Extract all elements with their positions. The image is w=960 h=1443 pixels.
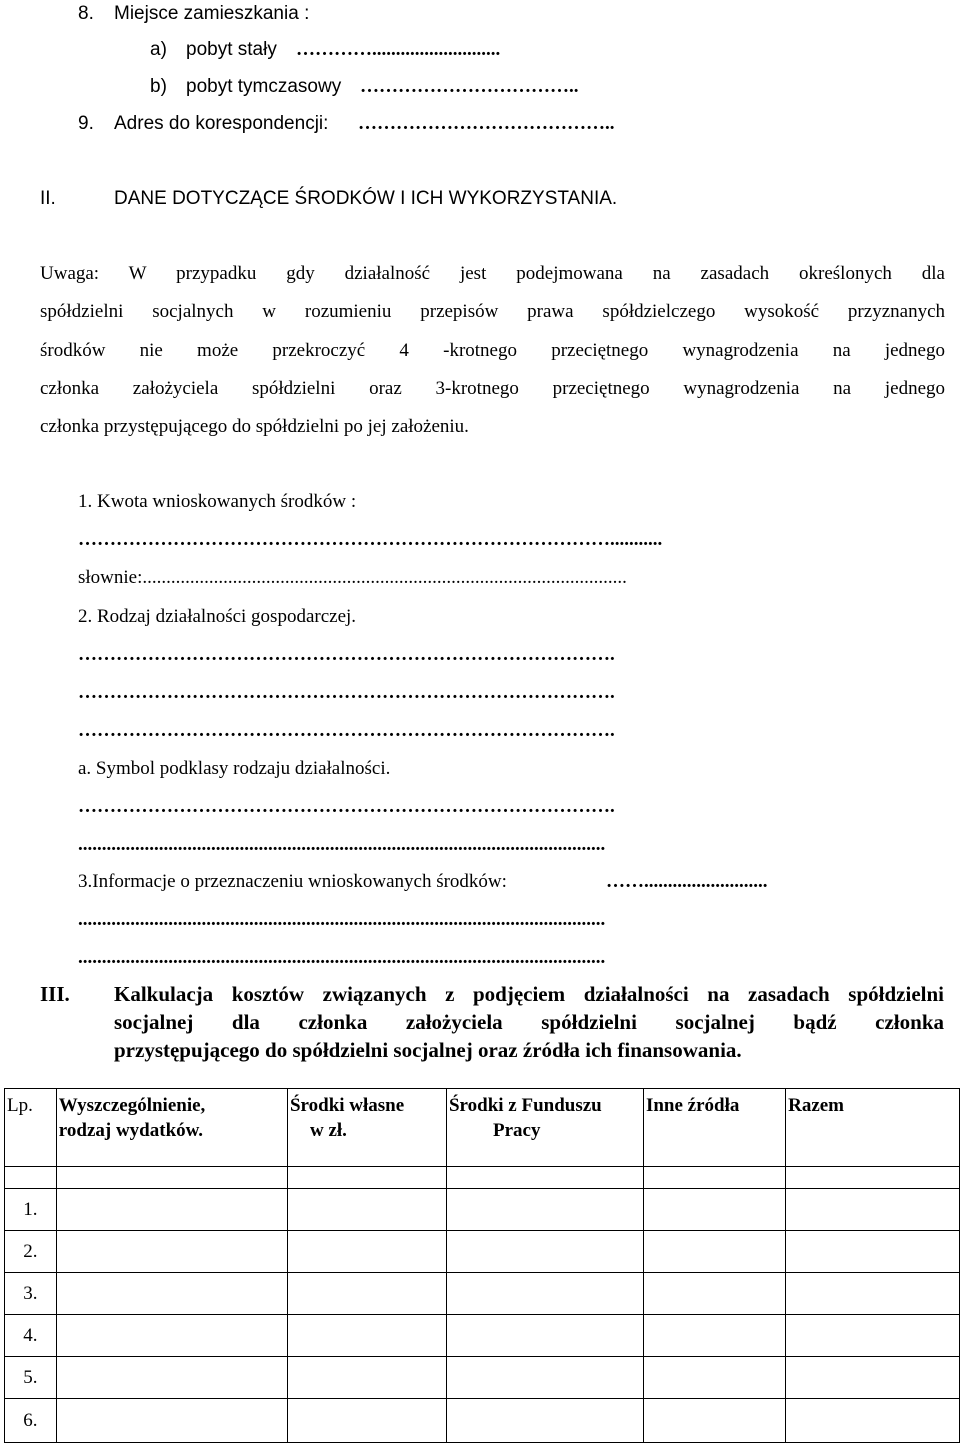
header-other-sources: Inne źródła [643,1089,785,1167]
table-cell[interactable] [643,1273,785,1315]
table-cell[interactable] [446,1167,643,1189]
table-cell[interactable] [446,1357,643,1399]
note-line-1: Uwaga: W przypadku gdy działalność jest podejmowana na zasadach określonych dla [40,263,945,284]
table-row [5,1231,960,1273]
table-cell[interactable] [56,1231,287,1273]
item-8a-fill-line: …………........................... [296,39,501,60]
item-8a-text: pobyt stały [186,39,277,60]
table-cell[interactable] [786,1189,960,1231]
table-cell[interactable] [56,1399,287,1443]
cost-calculation-table [4,1088,960,1443]
header-own-funds [287,1089,446,1167]
question-3-purpose: 3.Informacje o przeznaczeniu wnioskowanych środków: [78,871,507,892]
table-cell[interactable] [5,1167,57,1189]
item-8a-label: a) [150,39,167,60]
question-1-fill-line: …………………………………………………………………………........... [78,529,663,550]
section-3-number: III. [40,982,70,1006]
row-number: 1. [5,1189,57,1231]
table-cell[interactable] [56,1189,287,1231]
section-3-line-1: Kalkulacja kosztów związanych z podjęciem działalności na zasadach spółdzielni [114,982,944,1006]
header-labor-fund [446,1089,643,1167]
note-line-4: członka założyciela spółdzielni oraz 3-krotnego przeciętnego wynagrodzenia na jednego [40,378,945,399]
item-8b-label: b) [150,76,167,97]
table-cell[interactable] [287,1273,446,1315]
header-total: Razem [786,1089,960,1167]
question-1-in-words: słownie:...................................................................................................... [78,567,627,588]
table-cell[interactable] [643,1315,785,1357]
table-row [5,1189,960,1231]
table-cell[interactable] [287,1399,446,1443]
question-2a-fill-line-2: ............................................................................................................... [78,834,606,855]
table-cell[interactable] [786,1399,960,1443]
table-cell[interactable] [287,1357,446,1399]
table-cell[interactable] [786,1315,960,1357]
table-cell[interactable] [287,1189,446,1231]
header-item [56,1089,287,1167]
question-3-fill-line-3: ............................................................................................................... [78,947,606,968]
table-cell[interactable] [56,1273,287,1315]
note-line-3: środków nie może przekroczyć 4 -krotnego przeciętnego wynagrodzenia na jednego [40,340,945,361]
table-cell[interactable] [446,1231,643,1273]
header-item-line-1: Wyszczególnienie, [58,1095,206,1116]
table-cell[interactable] [446,1315,643,1357]
table-cell[interactable] [56,1357,287,1399]
row-number: 3. [5,1273,57,1315]
item-8b-fill-line: …………………………….. [360,76,579,97]
section-3-line-3: przystępującego do spółdzielni socjalnej oraz źródła ich finansowania. [114,1038,742,1062]
question-2-fill-line-3: …………………………………………………………………………. [78,720,615,741]
question-2-fill-line-1: …………………………………………………………………………. [78,644,615,665]
table-cell[interactable] [446,1399,643,1443]
header-fund-line-2: Pracy [492,1120,541,1141]
table-cell[interactable] [287,1231,446,1273]
item-9-number: 9. [78,113,94,134]
table-cell[interactable] [643,1231,785,1273]
table-cell[interactable] [643,1399,785,1443]
table-cell[interactable] [446,1273,643,1315]
row-number: 6. [5,1399,57,1443]
item-9-fill-line: ………………………………….. [358,113,615,134]
header-item-line-2: rodzaj wydatków. [58,1120,204,1141]
table-cell[interactable] [786,1357,960,1399]
table-cell[interactable] [56,1167,287,1189]
question-2a-fill-line-1: …………………………………………………………………………. [78,796,615,817]
question-2-fill-line-2: …………………………………………………………………………. [78,682,615,703]
item-9-text: Adres do korespondencji: [114,113,329,134]
item-8b-text: pobyt tymczasowy [186,76,342,97]
note-line-5: członka przystępującego do spółdzielni po jej założeniu. [40,416,469,437]
question-1-amount: 1. Kwota wnioskowanych środków : [78,491,357,512]
table-cell[interactable] [643,1357,785,1399]
table-cell[interactable] [643,1167,785,1189]
row-number: 2. [5,1231,57,1273]
table-cell[interactable] [446,1189,643,1231]
table-row [5,1399,960,1443]
table-cell[interactable] [786,1273,960,1315]
table-row [5,1315,960,1357]
row-number: 5. [5,1357,57,1399]
section-3-line-2: socjalnej dla członka założyciela spółdzielni socjalnej bądź członka [114,1010,944,1034]
question-2-activity: 2. Rodzaj działalności gospodarczej. [78,606,357,627]
table-cell[interactable] [643,1189,785,1231]
question-2a-symbol: a. Symbol podklasy rodzaju działalności. [78,758,391,779]
section-2-title: DANE DOTYCZĄCE ŚRODKÓW I ICH WYKORZYSTANIA. [114,188,618,209]
header-fund-line-1: Środki z Funduszu [448,1095,602,1116]
row-number: 4. [5,1315,57,1357]
question-3-fill-line-1: …….......................... [606,871,768,892]
table-header-row [5,1089,960,1167]
section-2-number: II. [40,188,56,209]
table-cell[interactable] [786,1167,960,1189]
header-own-line-2: w zł. [309,1120,347,1141]
table-cell[interactable] [56,1315,287,1357]
item-8-number: 8. [78,3,94,24]
table-row [5,1357,960,1399]
table-row [5,1273,960,1315]
table-spacer-row [5,1167,960,1189]
item-8-title: Miejsce zamieszkania : [114,3,310,24]
header-lp: Lp. [5,1089,57,1167]
header-own-line-1: Środki własne [289,1095,405,1116]
note-line-2: spółdzielni socjalnych w rozumieniu przepisów prawa spółdzielczego wysokość przyznanych [40,301,945,322]
table-cell[interactable] [287,1167,446,1189]
table-cell[interactable] [786,1231,960,1273]
table-cell[interactable] [287,1315,446,1357]
question-3-fill-line-2: ............................................................................................................... [78,909,606,930]
